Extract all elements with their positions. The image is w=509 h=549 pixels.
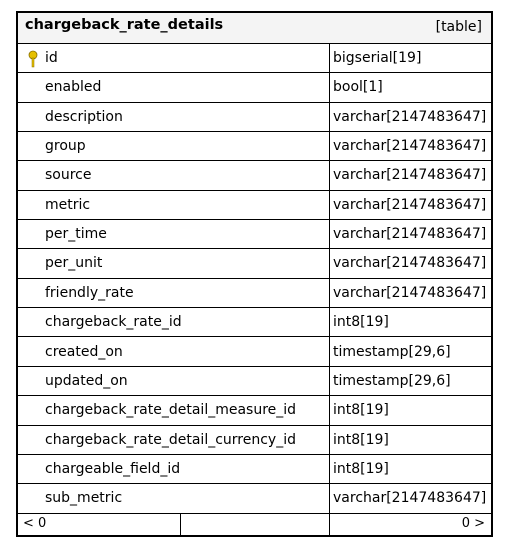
column-name: metric (45, 196, 91, 213)
table-row[interactable] (18, 191, 491, 220)
column-name: source (45, 167, 92, 184)
table-row[interactable] (18, 426, 491, 455)
table-row[interactable] (18, 44, 491, 73)
column-type: varchar[2147483647] (333, 255, 487, 272)
column-divider (329, 44, 330, 514)
column-type: varchar[2147483647] (333, 108, 487, 125)
table-header (18, 13, 491, 44)
table-row[interactable] (18, 249, 491, 278)
table-footer (18, 514, 491, 535)
column-type: varchar[2147483647] (333, 490, 487, 507)
column-name: updated_on (45, 372, 128, 389)
column-type: varchar[2147483647] (333, 226, 487, 243)
column-type: varchar[2147483647] (333, 284, 487, 301)
column-type: bigserial[19] (333, 50, 422, 66)
table-row[interactable] (18, 308, 491, 337)
column-type: int8[19] (333, 402, 389, 419)
table-row[interactable] (18, 338, 491, 367)
column-name: id (45, 50, 58, 66)
column-type: int8[19] (333, 460, 389, 477)
column-name: friendly_rate (45, 284, 134, 301)
column-type: bool[1] (333, 79, 383, 96)
column-name: chargeback_rate_detail_currency_id (45, 431, 296, 448)
column-name: group (45, 138, 86, 155)
column-type: varchar[2147483647] (333, 138, 487, 155)
table-box (16, 11, 493, 537)
column-type: int8[19] (333, 314, 389, 331)
column-name: chargeback_rate_detail_measure_id (45, 402, 297, 419)
footer-prev[interactable]: < 0 (23, 516, 47, 531)
column-name: per_time (45, 226, 107, 243)
table-row[interactable] (18, 132, 491, 161)
column-name: chargeable_field_id (45, 460, 181, 477)
footer-divider (329, 514, 330, 535)
table-kind: [table] (435, 19, 482, 35)
column-type: timestamp[29,6] (333, 372, 451, 389)
table-row[interactable] (18, 161, 491, 190)
table-row[interactable] (18, 484, 491, 513)
table-row[interactable] (18, 279, 491, 308)
table-row[interactable] (18, 220, 491, 249)
key-icon (27, 50, 39, 68)
table-row[interactable] (18, 455, 491, 484)
footer-next[interactable]: 0 > (461, 516, 485, 531)
footer-divider (180, 514, 181, 535)
table-row[interactable] (18, 396, 491, 425)
table-row[interactable] (18, 103, 491, 132)
column-name: per_unit (45, 255, 103, 272)
table-row[interactable] (18, 367, 491, 396)
column-name: chargeback_rate_id (45, 314, 182, 331)
column-name: sub_metric (45, 490, 123, 507)
table-name: chargeback_rate_details (25, 17, 224, 33)
column-name: created_on (45, 343, 123, 360)
column-type: varchar[2147483647] (333, 167, 487, 184)
column-type: int8[19] (333, 431, 389, 448)
column-name: description (45, 108, 123, 125)
column-name: enabled (45, 79, 102, 96)
column-type: varchar[2147483647] (333, 196, 487, 213)
table-row[interactable] (18, 73, 491, 102)
column-type: timestamp[29,6] (333, 343, 451, 360)
